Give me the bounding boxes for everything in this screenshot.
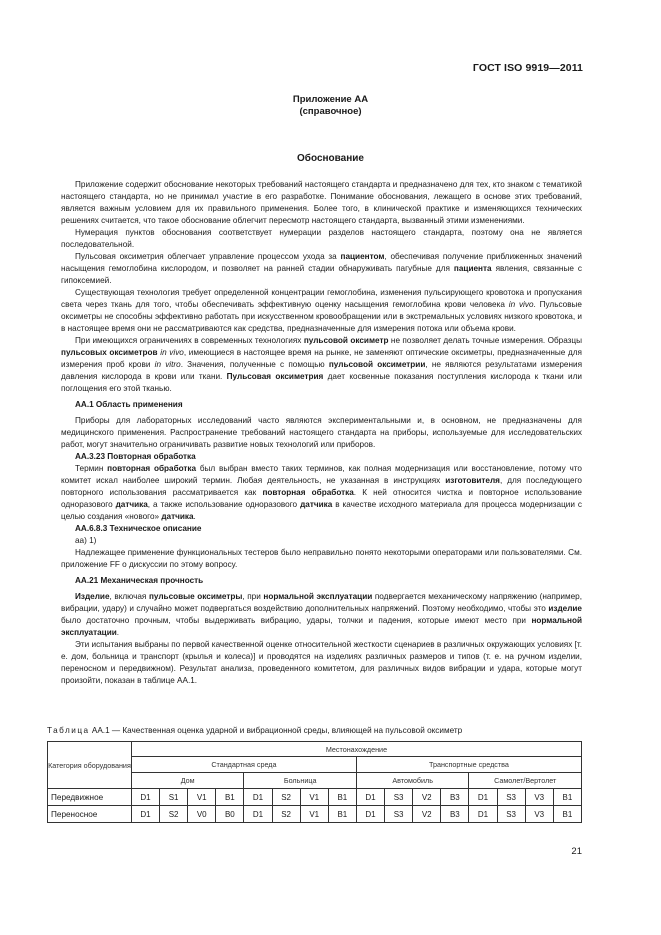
row-label: Переносное bbox=[48, 806, 132, 823]
table-cell: S3 bbox=[497, 806, 525, 823]
table-cell: B1 bbox=[328, 806, 356, 823]
table-cell: V1 bbox=[300, 789, 328, 806]
table-cell: S1 bbox=[160, 789, 188, 806]
paragraph: Существующая технология требует определенной концентрации гемоглобина, изменения пульсирующего кровотока и пропускания света через ткань для того, чтобы обеспечивать эффективную оценку насыщения гемоглобина крови человека in vivo. Пульсовые оксиметры не способны эффективно работать при искусственном кровообращении или в экстремальных условиях низкого кровотока, и в настоящее время они не рассматриваются как средства, предназначенные для измерения потока или объема крови. bbox=[61, 288, 582, 333]
table-cell: S3 bbox=[385, 806, 413, 823]
page-number: 21 bbox=[571, 846, 582, 857]
appendix-title: Приложение АА bbox=[292, 94, 369, 105]
table-cell: B1 bbox=[328, 789, 356, 806]
subsection-heading: АА.21 Механическая прочность bbox=[75, 576, 204, 585]
table-row bbox=[48, 806, 582, 823]
row-label: Передвижное bbox=[48, 789, 132, 806]
column-header-home: Дом bbox=[131, 773, 244, 789]
paragraph: Нумерация пунктов обоснования соответствует нумерации разделов настоящего стандарта, поэтому она не является последовательной. bbox=[61, 228, 582, 249]
table-cell: S3 bbox=[385, 789, 413, 806]
table-cell: V2 bbox=[413, 789, 441, 806]
table-cell: D1 bbox=[356, 789, 384, 806]
table-cell: V3 bbox=[525, 806, 553, 823]
table-cell: D1 bbox=[469, 789, 497, 806]
body-text bbox=[61, 179, 582, 687]
table-cell: V1 bbox=[188, 789, 216, 806]
column-header-car: Автомобиль bbox=[356, 773, 469, 789]
subsection-heading: АА.1 Область применения bbox=[75, 400, 183, 409]
table-cell: S2 bbox=[272, 789, 300, 806]
column-header-standard-env: Стандартная среда bbox=[131, 757, 356, 773]
subsection-heading: АА.6.8.3 Техническое описание bbox=[75, 524, 202, 533]
column-header-hospital: Больница bbox=[244, 773, 357, 789]
table-cell: B0 bbox=[216, 806, 244, 823]
column-header-location: Местонахождение bbox=[131, 742, 581, 757]
appendix-subtitle: (справочное) bbox=[299, 106, 362, 117]
table-cell: V0 bbox=[188, 806, 216, 823]
table-cell: B1 bbox=[553, 789, 581, 806]
table-cell: B3 bbox=[441, 806, 469, 823]
table-cell: S3 bbox=[497, 789, 525, 806]
paragraph: Приборы для лабораторных исследований часто являются экспериментальными и, в основном, не предназначены для медицинского применения. Распространение требований настоящего стандарта на приборы, используемые для исследовательских работ, могут значительно ограничивать развитие новых технологий или приборов. bbox=[61, 416, 582, 449]
column-header-equipment: Категория оборудования bbox=[48, 742, 132, 789]
section-title: Обоснование bbox=[297, 153, 364, 164]
table-caption: Таблица АА.1 — Качественная оценка ударной и вибрационной среды, влияющей на пульсовой оксиметр bbox=[47, 726, 463, 735]
paragraph: При имеющихся ограничениях в современных технологиях пульсовой оксиметр не позволяет делать точные измерения. Образцы пульсовых оксиметров in vivo, имеющиеся в настоящее время на рынке, не заменяют оптические оксиметры, предназначенные для измерения проб крови in vitro. Значения, полученные с помощью пульсовой оксиметрии, не являются результатами измерения давления кислорода в крови или ткани. Пульсовая оксиметрия дает косвенные показания поступления кислорода к ткани или поглощения его этой тканью. bbox=[61, 336, 583, 393]
table-cell: B3 bbox=[441, 789, 469, 806]
term-patient: пациента bbox=[453, 264, 492, 273]
column-header-transport: Транспортные средства bbox=[356, 757, 581, 773]
standard-code: ГОСТ ISO 9919—2011 bbox=[472, 62, 583, 74]
table-cell: B1 bbox=[216, 789, 244, 806]
term-patient: пациентом bbox=[340, 252, 385, 261]
table-cell: S2 bbox=[160, 806, 188, 823]
table-cell: B1 bbox=[553, 806, 581, 823]
table-cell: V3 bbox=[525, 789, 553, 806]
table-cell: S2 bbox=[272, 806, 300, 823]
table-row bbox=[48, 789, 582, 806]
paragraph: Пульсовая оксиметрия облегчает управление процессом ухода за пациентом, обеспечивая получение приближенных значений насыщения гемоглобина кислородом, и позволяет на ранней стадии обнаруживать пагубные для пациента явления, связанные с гипоксемией. bbox=[61, 252, 582, 285]
table-cell: D1 bbox=[131, 789, 159, 806]
paragraph: Изделие, включая пульсовые оксиметры, при нормальной эксплуатации подвергается механическому напряжению (например, вибрации, удару) и случайно может подвергаться воздействию дополнительных напряжений. Поэтому необходимо, чтобы это изделие было достаточно прочным, чтобы выдерживать вибрацию, удары, толчки и падения, которые имеют место при нормальной эксплуатации. bbox=[61, 592, 583, 637]
paragraph: Надлежащее применение функциональных тестеров было неправильно понято некоторыми операторами или пользователями. См. приложение FF о дискуссии по этому вопросу. bbox=[61, 548, 582, 569]
environment-table bbox=[47, 741, 582, 823]
table-cell: D1 bbox=[131, 806, 159, 823]
table-cell: V2 bbox=[413, 806, 441, 823]
paragraph: Приложение содержит обоснование некоторых требований настоящего стандарта и предназначено для тех, кто знаком с тематикой настоящего стандарта, но не принимал участие в его разработке. Понимание обоснования, лежащего в основе этих требований, является важным условием для их правильного применения. Более того, в клинической практике и изменяющихся технических решениях считается, что такое обоснование облегчит пересмотр настоящего стандарта, вызванный этими изменениями. bbox=[61, 180, 582, 225]
table-cell: V1 bbox=[300, 806, 328, 823]
paragraph: Эти испытания выбраны по первой качественной оценке относительной жесткости сценариев в различных окружающих условиях [т. е. дом, больница и транспорт (крылья и колеса)] и проводятся на изделиях различных размеров и типов (т. е. на ручном изделии, переносном и передвижном). Результат анализа, проведенного комитетом, для различных видов вибрации и удара, которые могут произойти, показан в таблице АА.1. bbox=[61, 640, 582, 685]
table-cell: D1 bbox=[244, 789, 272, 806]
subsection-heading: АА.3.23 Повторная обработка bbox=[75, 452, 196, 461]
table-cell: D1 bbox=[244, 806, 272, 823]
table-cell: D1 bbox=[469, 806, 497, 823]
column-header-plane: Самолет/Вертолет bbox=[469, 773, 582, 789]
list-item: аа) 1) bbox=[75, 536, 97, 545]
paragraph: Термин повторная обработка был выбран вместо таких терминов, как полная модернизация или восстановление, потому что комитет искал наиболее широкий термин. Любая деятельность, не указанная в инструкциях изготовителя, для последующего повторного использования рассматривается как повторная обработка. К ней относится чистка и повторное использование одноразового датчика, а также использование одноразового датчика в качестве исходного материала для процесса модернизации с целью создания «нового» датчика. bbox=[61, 464, 582, 521]
table-cell: D1 bbox=[356, 806, 384, 823]
